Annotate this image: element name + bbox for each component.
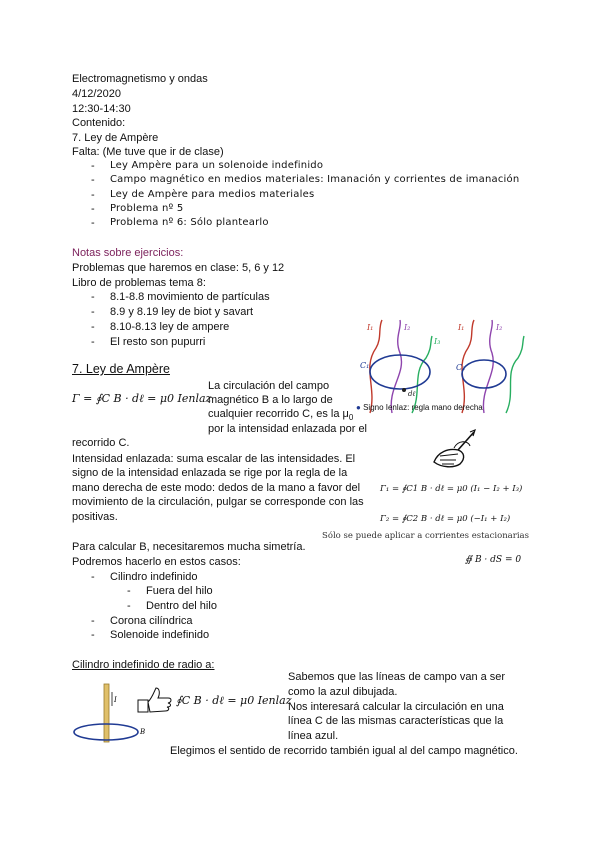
list-bullet: - (91, 615, 95, 627)
list-item: Dentro del hilo (146, 600, 217, 612)
desc-line: magnético B a lo largo de (208, 394, 333, 406)
paragraph-line: positivas. (72, 511, 118, 523)
cylinder-title: Cilindro indefinido de radio a: (72, 659, 215, 671)
list-item: Campo magnético en medios materiales: Imanación y corrientes de imanación (110, 174, 520, 185)
list-item: 8.10-8.13 ley de ampere (110, 321, 230, 333)
wire-i3-right (506, 336, 524, 413)
list-item: El resto son pupurri (110, 336, 206, 348)
label-dl: dℓ (408, 390, 416, 398)
list-bullet: - (91, 217, 95, 229)
list-item: Problema nº 6: Sólo plantearlo (110, 217, 269, 228)
equation-note: Sólo se puede aplicar a corrientes estacionarias (322, 531, 529, 541)
list-bullet: - (91, 189, 95, 201)
list-bullet: - (91, 160, 95, 172)
wire-i2-left (391, 320, 401, 413)
time: 12:30-14:30 (72, 103, 131, 115)
missing-note: Falta: (Me tuve que ir de clase) (72, 146, 224, 158)
paragraph-line: movimiento de la circulación, pulgar se corresponde con las (72, 496, 364, 508)
cylinder-last-line: Elegimos el sentido de recorrido también igual al del campo magnético. (170, 745, 518, 757)
desc-line: por la intensidad enlazada por el (208, 423, 368, 435)
equation-1: Γ₁ = ∮C1 B · dℓ = μ0 (I₁ − I₂ + I₃) (380, 484, 523, 494)
wire-cylinder (104, 684, 109, 742)
list-bullet: - (91, 321, 95, 333)
cylinder-text-line: línea azul. (288, 730, 339, 742)
thumbs-up-hand-icon (134, 686, 174, 716)
bullet-dot: ● (356, 403, 361, 412)
desc-tail: recorrido C. (72, 437, 130, 449)
label-c1: C₁ (360, 361, 370, 370)
right-hand-sketch (428, 426, 486, 472)
list-bullet: - (91, 291, 95, 303)
loop-c2 (462, 360, 506, 388)
list-bullet: - (91, 174, 95, 186)
label-c2: C₂ (456, 363, 466, 372)
list-item: 8.9 y 8.19 ley de biot y savart (110, 306, 254, 318)
list-bullet: - (91, 629, 95, 641)
label-field: B (140, 728, 146, 736)
label-i2: I₂ (404, 323, 411, 332)
paragraph-line: Intensidad enlazada: suma escalar de las intensidades. El (72, 453, 356, 465)
ampere-formula: Γ = ∮C B · dℓ = μ0 Ienlaz (72, 392, 212, 405)
label-i1: I₁ (458, 323, 465, 332)
cylinder-text-line: Sabemos que las líneas de campo van a ser (288, 671, 506, 683)
list-item: Cilindro indefinido (110, 571, 198, 583)
label-i3: I₃ (434, 337, 441, 346)
symmetry-line-2: Podremos hacerlo en estos casos: (72, 556, 241, 568)
list-item: Problema nº 5 (110, 203, 184, 214)
equation-2: Γ₂ = ∮C2 B · dℓ = μ0 (−I₁ + I₂) (380, 514, 511, 524)
list-bullet: - (91, 571, 95, 583)
equation-3: ∯ B · dS = 0 (465, 555, 522, 565)
list-bullet: - (91, 203, 95, 215)
wire-i2-right (483, 320, 493, 413)
list-item: Fuera del hilo (146, 585, 213, 597)
section-title: 7. Ley de Ampère (72, 362, 170, 376)
figure-caption-wrap (356, 401, 483, 415)
exercises-title: Notas sobre ejercicios: (72, 247, 184, 259)
list-item: Corona cilíndrica (110, 615, 193, 627)
symmetry-line-1: Para calcular B, necesitaremos mucha simetría. (72, 541, 306, 553)
desc-subscript: 0 (348, 413, 354, 423)
list-bullet: - (127, 585, 131, 597)
date: 4/12/2020 (72, 88, 121, 100)
desc-line: La circulación del campo (208, 380, 330, 392)
book-label: Libro de problemas tema 8: (72, 277, 206, 289)
list-item: 8.1-8.8 movimiento de partículas (110, 291, 270, 303)
contents-label: Contenido: (72, 117, 126, 129)
class-problems: Problemas que haremos en clase: 5, 6 y 12 (72, 262, 285, 274)
list-item: Ley Ampère para un solenoide indefinido (110, 160, 324, 171)
desc-text: cualquier recorrido C, es la μ (208, 408, 349, 420)
cylinder-text-line: línea C de las mismas características que la (288, 715, 504, 727)
list-bullet: - (91, 336, 95, 348)
course-title: Electromagnetismo y ondas (72, 73, 208, 85)
cylinder-text-line: Nos interesará calcular la circulación en una (288, 701, 504, 713)
paragraph-line: mano derecha de este modo: dedos de la mano a favor del (72, 482, 361, 494)
list-item: Ley de Ampère para medios materiales (110, 189, 315, 200)
list-bullet: - (91, 306, 95, 318)
cylinder-formula: ∮C B · dℓ = μ0 Ienlaz (176, 694, 292, 707)
list-item: Solenoide indefinido (110, 629, 210, 641)
label-i2: I₂ (496, 323, 503, 332)
paragraph-line: signo de la intensidad enlazada se rige por la regla de la (72, 467, 348, 479)
cylinder-text-line: como la azul dibujada. (288, 686, 398, 698)
label-current: I (114, 696, 117, 704)
label-i1: I₁ (367, 323, 374, 332)
topic: 7. Ley de Ampère (72, 132, 159, 144)
list-bullet: - (127, 600, 131, 612)
dl-marker (402, 388, 406, 392)
figure-caption: Signo Ienlaz: regla mano derecha (363, 403, 483, 412)
